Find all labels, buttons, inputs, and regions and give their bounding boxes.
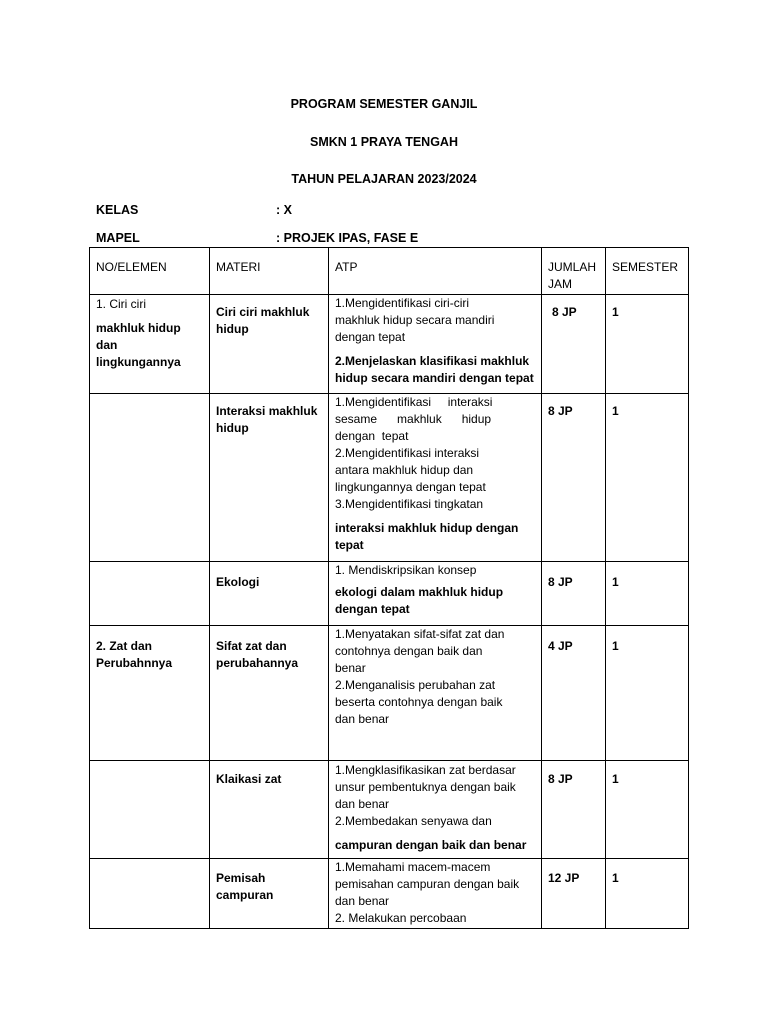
mapel-value: : PROJEK IPAS, FASE E	[276, 231, 419, 245]
elemen-cell	[90, 562, 210, 626]
semester-cell: 1	[606, 295, 689, 394]
document-title: PROGRAM SEMESTER GANJIL	[290, 97, 478, 111]
table-row	[90, 859, 689, 929]
semester-cell: 1	[606, 761, 689, 859]
atp-cell: 1.Mengklasifikasikan zat berdasar unsur pembentuknya dengan baik dan benar 2.Membedakan senyawa dan campuran dengan baik dan benar	[329, 761, 542, 859]
header-no-elemen: NO/ELEMEN	[90, 248, 210, 295]
school-name: SMKN 1 PRAYA TENGAH	[310, 135, 458, 149]
semester-cell: 1	[606, 562, 689, 626]
materi-cell: Pemisah campuran	[210, 859, 329, 929]
materi-cell: Ekologi	[210, 562, 329, 626]
materi-cell: Interaksi makhluk hidup	[210, 394, 329, 562]
semester-cell: 1	[606, 394, 689, 562]
atp-cell: 1.Mengidentifikasi ciri-ciri makhluk hidup secara mandiri dengan tepat 2.Menjelaskan klasifikasi makhluk hidup secara mandiri dengan tepat	[329, 295, 542, 394]
kelas-label: KELAS	[96, 203, 139, 217]
mapel-label: MAPEL	[96, 231, 140, 245]
table-row	[90, 626, 689, 761]
elemen-cell	[90, 394, 210, 562]
materi-cell: Ciri ciri makhluk hidup	[210, 295, 329, 394]
table-header-row	[90, 248, 689, 295]
jam-cell: 12 JP	[542, 859, 606, 929]
elemen-cell: 2. Zat dan Perubahnnya	[90, 626, 210, 761]
atp-cell: 1.Memahami macem-macem pemisahan campuran dengan baik dan benar 2. Melakukan percobaan	[329, 859, 542, 929]
table-row	[90, 562, 689, 626]
atp-cell: 1.Mengidentifikasi interaksi sesame makhluk hidup dengan tepat 2.Mengidentifikasi interaksi antara makhluk hidup dan lingkungannya dengan tepat 3.Mengidentifikasi tingkatan interaksi makhluk hidup dengan tepat	[329, 394, 542, 562]
semester-cell: 1	[606, 859, 689, 929]
academic-year: TAHUN PELAJARAN 2023/2024	[291, 172, 477, 186]
materi-cell: Sifat zat dan perubahannya	[210, 626, 329, 761]
kelas-value: : X	[276, 203, 292, 217]
table-row	[90, 394, 689, 562]
header-atp: ATP	[329, 248, 542, 295]
elemen-cell	[90, 761, 210, 859]
semester-cell: 1	[606, 626, 689, 761]
table-row	[90, 761, 689, 859]
atp-cell: 1.Menyatakan sifat-sifat zat dan contohnya dengan baik dan benar 2.Menganalisis perubahan zat beserta contohnya dengan baik dan benar	[329, 626, 542, 761]
header-materi: MATERI	[210, 248, 329, 295]
header-jumlah-jam: JUMLAH JAM	[542, 248, 606, 295]
jam-cell: 8 JP	[542, 394, 606, 562]
table-row	[90, 295, 689, 394]
jam-cell: 4 JP	[542, 626, 606, 761]
kelas-line	[96, 202, 292, 219]
jam-cell: 8 JP	[542, 562, 606, 626]
materi-cell: Klaikasi zat	[210, 761, 329, 859]
program-table	[89, 247, 689, 929]
mapel-line	[96, 230, 418, 247]
jam-cell: 8 JP	[542, 295, 606, 394]
elemen-cell	[90, 859, 210, 929]
elemen-cell: 1. Ciri ciri makhluk hidup dan lingkungannya	[90, 295, 210, 394]
jam-cell: 8 JP	[542, 761, 606, 859]
header-semester: SEMESTER	[606, 248, 689, 295]
atp-cell: 1. Mendiskripsikan konsep ekologi dalam makhluk hidup dengan tepat	[329, 562, 542, 626]
